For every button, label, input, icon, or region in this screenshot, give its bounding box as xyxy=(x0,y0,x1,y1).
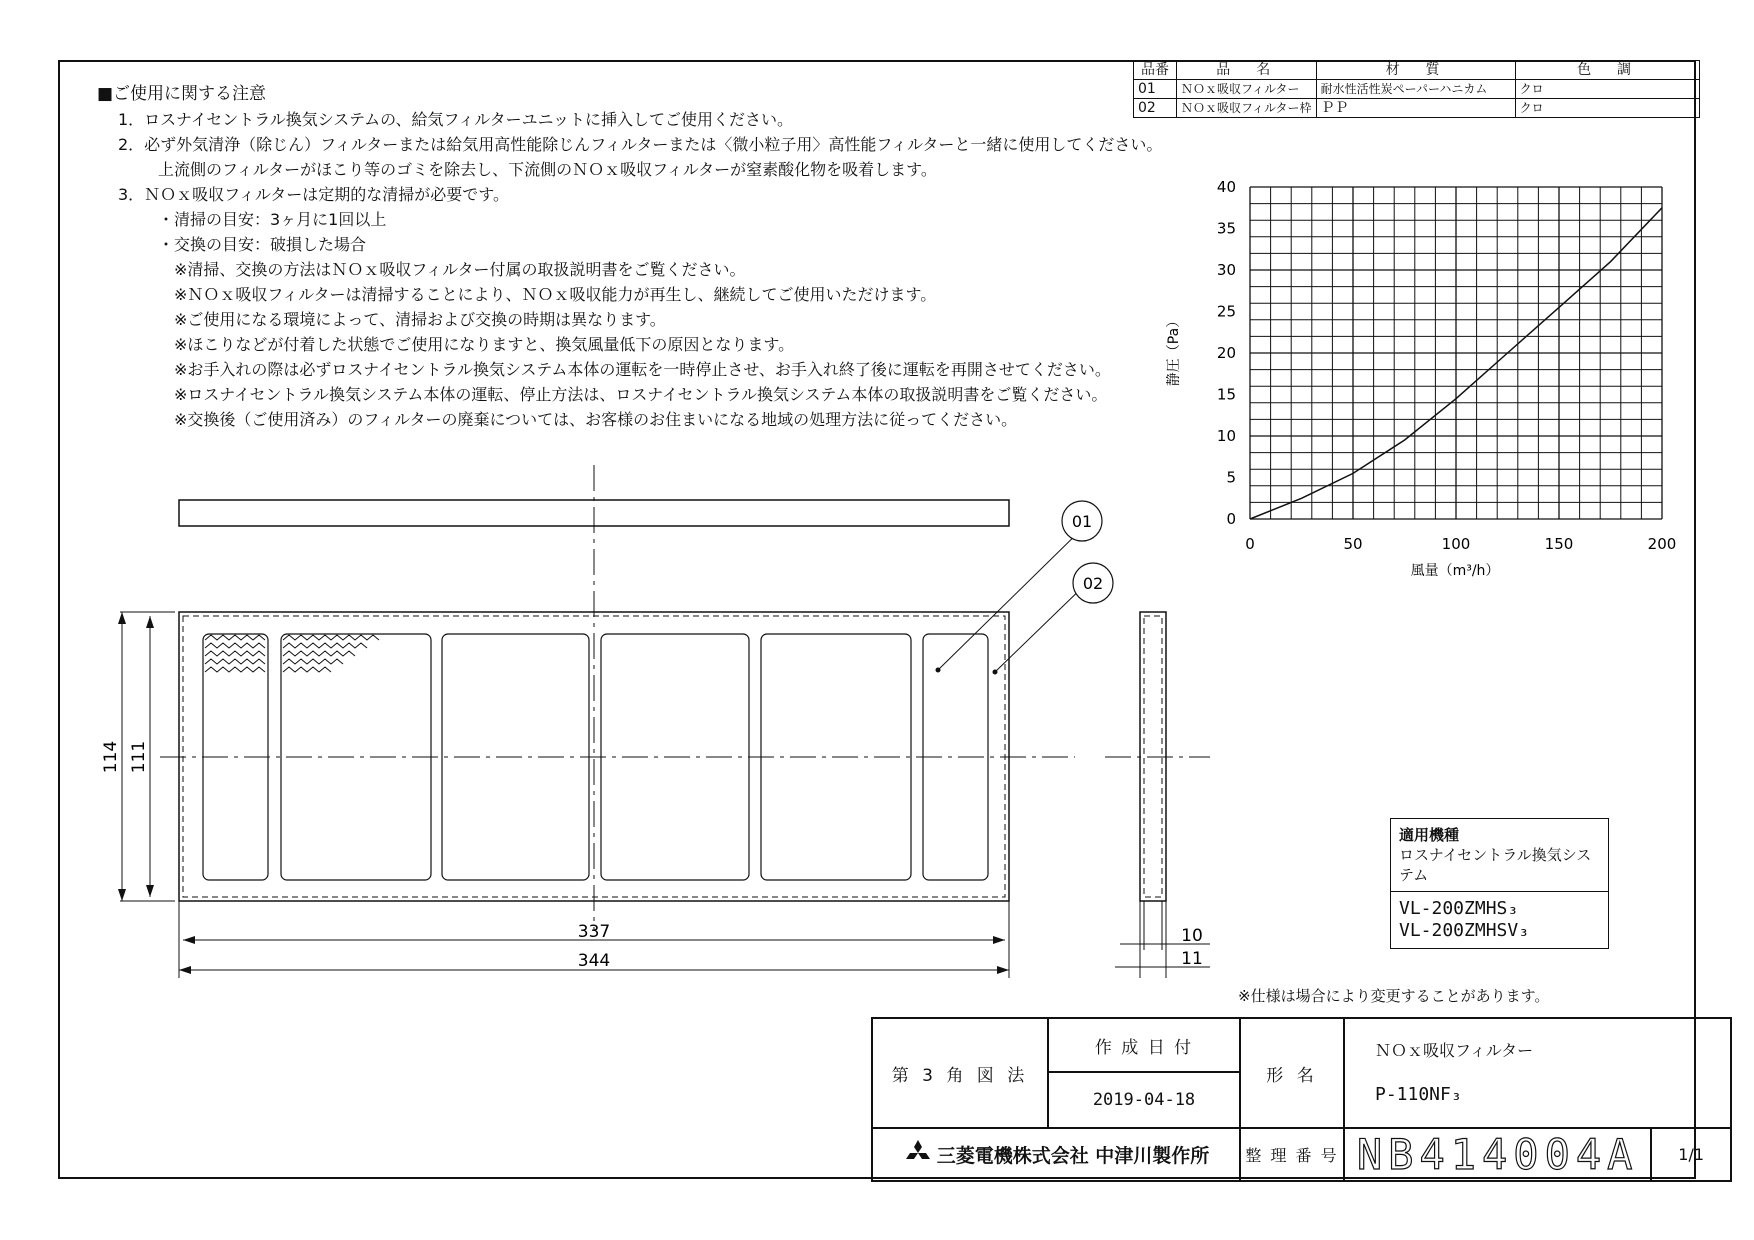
dim-height-inner: 111 xyxy=(129,740,149,774)
part-material: 耐水性活性炭ペーパーハニカム xyxy=(1316,80,1515,99)
front-view-drawing xyxy=(100,460,1220,980)
dim-width-inner: 337 xyxy=(577,922,611,942)
honeycomb-hatch xyxy=(205,635,379,672)
company-cell xyxy=(872,1128,1240,1181)
company-name: 三菱電機株式会社 中津川製作所 xyxy=(936,1145,1210,1167)
header-material: 材 質 xyxy=(1316,61,1515,80)
chart-y-tick-label: 30 xyxy=(1216,261,1236,279)
note-line-12: ※ロスナイセントラル換気システム本体の運転、停止方法は、ロスナイセントラル換気システム本体の取扱説明書をご覧ください。 xyxy=(174,385,1108,404)
doc-number-label: 整 理 番 号 xyxy=(1240,1128,1344,1181)
chart-y-tick-label: 40 xyxy=(1216,178,1236,196)
chart-x-tick-label: 150 xyxy=(1544,535,1574,553)
parts-table-header xyxy=(1134,61,1700,80)
model-label: 形 名 xyxy=(1240,1018,1344,1128)
chart-x-tick-label: 200 xyxy=(1647,535,1677,553)
chart-x-tick-label: 100 xyxy=(1441,535,1471,553)
chart-ticks xyxy=(1217,178,1676,553)
sheet-number: 1/1 xyxy=(1651,1128,1731,1181)
model-1: VL-200ZMHS₃ xyxy=(1399,898,1519,919)
model-box-header xyxy=(1391,819,1608,892)
creation-date: 2019-04-18 xyxy=(1048,1072,1240,1128)
chart-y-tick-label: 35 xyxy=(1216,219,1236,238)
notes-title: ■ご使用に関する注意 xyxy=(97,84,267,104)
product-name: ＮＯｘ吸収フィルター xyxy=(1375,1041,1534,1060)
part-no: 02 xyxy=(1134,99,1177,118)
chart-x-tick-label: 50 xyxy=(1343,535,1363,553)
note-line-13: ※交換後（ご使用済み）のフィルターの廃棄については、お客様のお住まいになる地域の処理方法に従ってください。 xyxy=(174,410,1018,429)
note-line-9: ※ご使用になる環境によって、清掃および交換の時期は異なります。 xyxy=(174,310,666,329)
model-box-title: 適用機種 xyxy=(1399,826,1460,844)
note-line-6: ・交換の目安：破損した場合 xyxy=(158,235,367,254)
parts-table xyxy=(1133,60,1700,118)
note-line-11: ※お手入れの際は必ずロスナイセントラル換気システム本体の運転を一時停止させ、お手入れ終了後に運転を再開させてください。 xyxy=(174,360,1111,379)
balloon-01-label: 01 xyxy=(1071,512,1093,531)
balloon-02-label: 02 xyxy=(1082,574,1104,593)
model-box-system: ロスナイセントラル換気システム xyxy=(1399,846,1592,884)
chart-x-tick-label: 0 xyxy=(1245,535,1255,553)
chart-y-tick-label: 25 xyxy=(1216,302,1236,321)
usage-notes xyxy=(98,82,1162,432)
chart-grid xyxy=(1250,187,1662,519)
note-line-2: 2．必ず外気清浄（除じん）フィルターまたは給気用高性能除じんフィルターまたは〈微小粒子用〉高性能フィルターと一緒に使用してください。 xyxy=(118,135,1163,154)
table-row xyxy=(1134,80,1700,99)
note-line-8: ※ＮＯｘ吸収フィルターは清掃することにより、ＮＯｘ吸収能力が再生し、継続してご使用いただけます。 xyxy=(174,285,937,304)
table-row xyxy=(1134,99,1700,118)
applicable-models-box xyxy=(1390,818,1609,949)
part-name: ＮＯｘ吸収フィルター xyxy=(1177,80,1317,99)
chart-y-tick-label: 20 xyxy=(1216,344,1236,362)
note-line-4: 3．ＮＯｘ吸収フィルターは定期的な清掃が必要です。 xyxy=(118,185,509,204)
chart-y-tick-label: 5 xyxy=(1226,468,1236,487)
note-line-10: ※ほこりなどが付着した状態でご使用になりますと、換気風量低下の原因となります。 xyxy=(174,335,795,354)
model-number: P-110NF₃ xyxy=(1375,1084,1462,1105)
part-color: クロ xyxy=(1515,80,1699,99)
part-material: ＰＰ xyxy=(1316,99,1515,118)
part-color: クロ xyxy=(1515,99,1699,118)
header-part-name: 品 名 xyxy=(1177,61,1317,80)
chart-y-label: 静圧（Pa） xyxy=(1166,313,1182,387)
chart-x-label: 風量（m³/h） xyxy=(1410,563,1500,579)
pressure-chart xyxy=(1160,170,1700,590)
note-line-1: 1．ロスナイセントラル換気システムの、給気フィルターユニットに挿入してご使用ください。 xyxy=(118,110,793,129)
model-box-list xyxy=(1391,892,1608,948)
chart-y-tick-label: 15 xyxy=(1216,385,1236,404)
model-cell xyxy=(1344,1018,1731,1128)
dim-depth-inner: 10 xyxy=(1181,926,1203,946)
dim-width-outer: 344 xyxy=(577,951,611,971)
chart-y-tick-label: 10 xyxy=(1216,427,1236,445)
header-part-no: 品番 xyxy=(1134,61,1177,80)
title-block xyxy=(871,1017,1732,1182)
date-label: 作 成 日 付 xyxy=(1048,1018,1240,1072)
projection-method: 第 3 角 図 法 xyxy=(872,1018,1048,1128)
note-line-7: ※清掃、交換の方法はＮＯｘ吸収フィルター付属の取扱説明書をご覧ください。 xyxy=(174,260,746,279)
part-name: ＮＯｘ吸収フィルター枠 xyxy=(1177,99,1317,118)
dim-depth-outer: 11 xyxy=(1181,949,1203,969)
chart-y-tick-label: 0 xyxy=(1226,510,1236,528)
header-color: 色 調 xyxy=(1515,61,1699,80)
model-2: VL-200ZMHSV₃ xyxy=(1399,920,1530,941)
doc-number: NB414004A xyxy=(1344,1128,1651,1181)
note-line-3: 上流側のフィルターがほこり等のゴミを除去し、下流側のＮＯｘ吸収フィルターが窒素酸化物を吸着します。 xyxy=(158,160,937,179)
dim-height-outer: 114 xyxy=(101,740,121,774)
mitsubishi-logo-icon xyxy=(903,1139,933,1170)
note-line-5: ・清掃の目安：3ヶ月に1回以上 xyxy=(158,210,387,229)
part-no: 01 xyxy=(1134,80,1177,99)
spec-change-note: ※仕様は場合により変更することがあります。 xyxy=(1238,987,1550,1005)
